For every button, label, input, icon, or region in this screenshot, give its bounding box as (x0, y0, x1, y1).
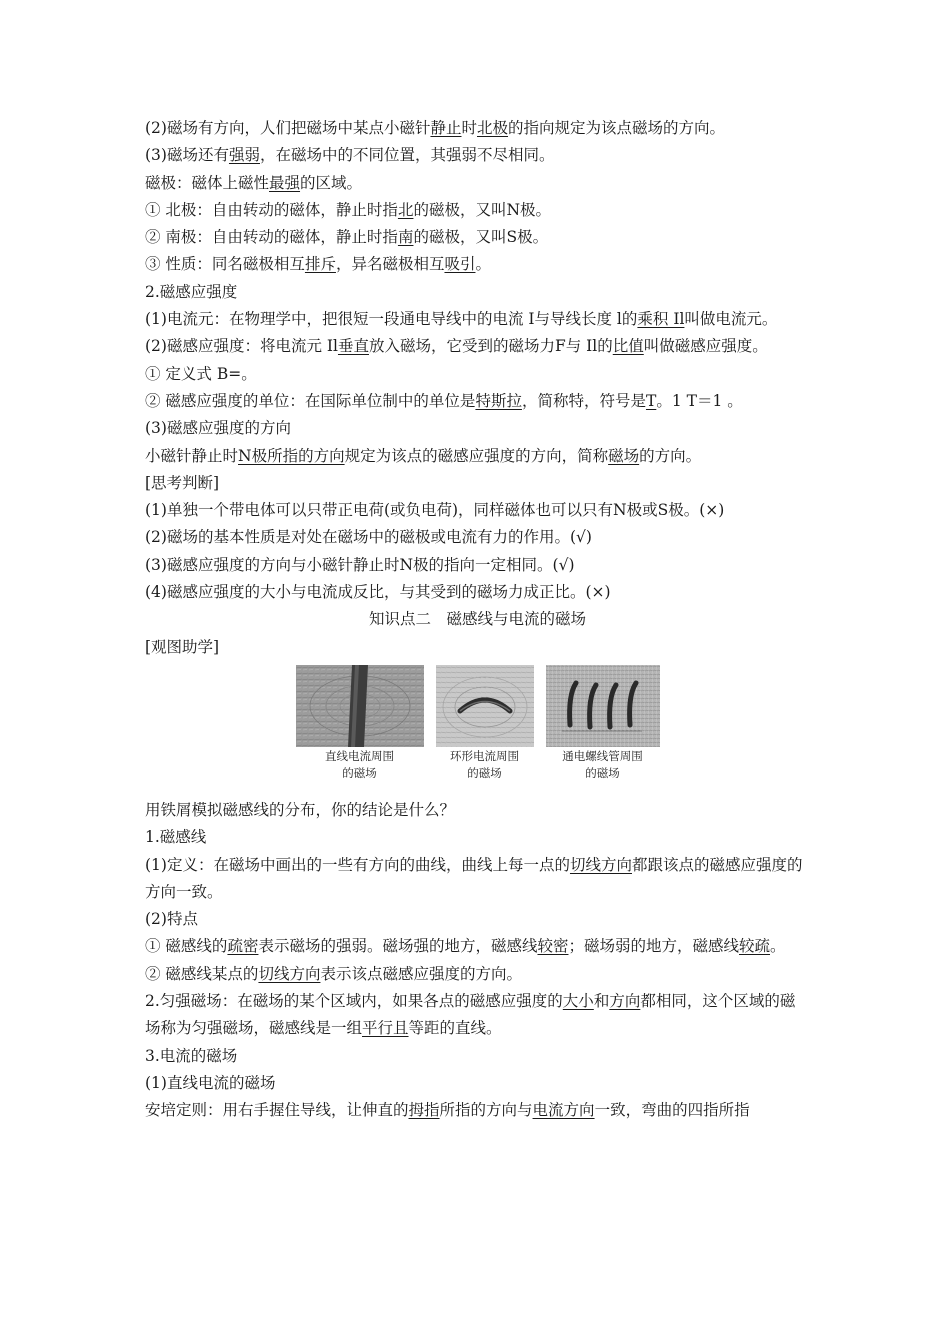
text-segment: ，异名磁极相互 (335, 255, 445, 274)
text-line (145, 497, 810, 524)
text-segment: 的磁极，又叫N极。 (413, 200, 552, 219)
underlined-answer: 吸引 (444, 255, 476, 274)
underlined-answer: 北极 (477, 119, 509, 137)
underlined-answer: 方向 (609, 992, 641, 1011)
underlined-answer: 拇指 (408, 1101, 440, 1120)
underlined-answer: 特斯拉 (475, 391, 522, 410)
text-segment: 表示磁场的强弱。磁场强的地方，磁感线 (258, 937, 538, 956)
text-segment: 2.磁感应强度 (145, 282, 238, 301)
underlined-answer: 南 (397, 228, 414, 247)
figure-solenoid-current (546, 665, 660, 791)
text-segment: 的区域。 (300, 173, 363, 192)
underlined-answer: 切线方向 (258, 964, 321, 983)
document-body (145, 115, 810, 1125)
text-line (145, 1097, 810, 1124)
text-segment: (1)单独一个带电体可以只带正电荷(或负电荷)，同样磁体也可以只有N极或S极。(×) (145, 501, 725, 520)
text-line (145, 988, 810, 1043)
text-segment: (3)磁感应强度的方向 (145, 419, 291, 438)
underlined-answer: 排斥 (304, 255, 336, 274)
text-segment: ② 磁感线某点的 (145, 964, 259, 983)
text-segment: (2)磁感应强度：将电流元 Il (145, 337, 338, 356)
text-segment: 的磁极，又叫S极。 (413, 228, 549, 247)
text-line (145, 142, 810, 169)
underlined-answer: 静止 (430, 119, 462, 137)
figure-caption-line-1: 通电螺线管周围 (562, 748, 643, 763)
underlined-answer: 最强 (269, 173, 301, 192)
text-line (145, 415, 810, 442)
text-line (145, 279, 810, 306)
text-line (145, 388, 810, 415)
text-segment: 。 (770, 937, 786, 956)
underlined-answer: 乘积 Il (637, 310, 685, 329)
text-segment: 的方向。 (639, 446, 702, 465)
text-segment: 规定为该点的磁感应强度的方向，简称 (344, 446, 609, 465)
text-segment: ① 北极：自由转动的磁体，静止时指 (145, 200, 398, 219)
underlined-answer: 电流方向 (532, 1101, 595, 1120)
underlined-answer: 强弱 (228, 146, 260, 165)
text-line (145, 1043, 810, 1070)
underlined-answer: 北 (397, 200, 414, 219)
text-segment: 2.匀强磁场：在磁场的某个区域内，如果各点的磁感应强度的 (145, 992, 563, 1011)
text-segment: (1)定义：在磁场中画出的一些有方向的曲线，曲线上每一点的 (145, 855, 570, 874)
text-segment: 。 (475, 255, 491, 274)
text-line (145, 1070, 810, 1097)
text-segment: (2)特点 (145, 910, 198, 929)
text-segment: 都相同，这个区域的磁场称为匀强磁场，磁感线是一组 (145, 992, 796, 1038)
text-line (145, 115, 810, 142)
text-segment: (2)磁场有方向，人们把磁场中某点小磁针 (145, 119, 431, 137)
text-segment: 磁极：磁体上磁性 (145, 173, 270, 192)
figure-loop-current (436, 665, 534, 791)
underlined-answer: 垂直 (337, 337, 369, 356)
underlined-answer: 较密 (537, 937, 569, 956)
text-segment: 叫做电流元。 (684, 310, 778, 329)
text-segment: ① 磁感线的 (145, 937, 228, 956)
underlined-answer: T (645, 391, 657, 410)
iron-filings-straight-wire-image (296, 665, 424, 747)
figure-header: [观图助学] (145, 637, 220, 656)
text-line (145, 306, 810, 333)
figure-row (145, 665, 810, 791)
underlined-answer: 大小 (562, 992, 594, 1011)
text-line (145, 852, 810, 907)
text-segment: (1)直线电流的磁场 (145, 1073, 276, 1092)
text-segment: ，在磁场中的不同位置，其强弱不尽相同。 (259, 146, 555, 165)
text-line (145, 797, 810, 824)
text-segment: 表示该点磁感应强度的方向。 (320, 964, 522, 983)
text-line (145, 197, 810, 224)
underlined-answer: 较疏 (739, 937, 771, 956)
text-segment: (1)电流元：在物理学中，把很短一段通电导线中的电流 I与导线长度 l的 (145, 310, 638, 329)
text-segment: 。1 T＝1 。 (656, 391, 743, 410)
text-line (145, 579, 810, 606)
underlined-answer: 比值 (612, 337, 644, 356)
text-segment: 都跟该点的磁感应强度的方向一致。 (145, 855, 803, 901)
text-segment: (3)磁场还有 (145, 146, 229, 165)
text-line (145, 361, 810, 388)
figure-caption-line-1: 环形电流周围 (450, 748, 519, 763)
text-line (145, 524, 810, 551)
text-segment: ，简称特，符号是 (521, 391, 646, 410)
paragraph-block-2 (145, 797, 810, 1125)
text-segment: 的指向规定为该点磁场的方向。 (508, 119, 726, 137)
text-line (145, 443, 810, 470)
text-segment: 小磁针静止时 (145, 446, 239, 465)
iron-filings-solenoid-image (546, 665, 660, 747)
text-segment: (3)磁感应强度的方向与小磁针静止时N极的指向一定相同。(√) (145, 555, 575, 574)
text-segment: ③ 性质：同名磁极相互 (145, 255, 305, 274)
text-segment: [思考判断] (145, 473, 220, 492)
text-line (145, 933, 810, 960)
text-segment: 安培定则：用右手握住导线，让伸直的 (145, 1101, 409, 1120)
underlined-answer: 磁场 (608, 446, 640, 465)
figure-straight-current (296, 665, 424, 791)
text-segment: 和 (593, 992, 610, 1011)
paragraph-block-1 (145, 115, 810, 606)
text-line (145, 170, 810, 197)
text-line (145, 470, 810, 497)
underlined-answer: 疏密 (227, 937, 259, 956)
text-segment: 等距的直线。 (408, 1019, 502, 1038)
figure-caption-line-2: 的磁场 (585, 765, 620, 780)
text-line (145, 333, 810, 360)
figure-caption-line-1: 直线电流周围 (325, 748, 394, 763)
text-segment: 一致，弯曲的四指所指 (594, 1101, 750, 1120)
figure-caption-line-2: 的磁场 (342, 765, 377, 780)
text-line (145, 961, 810, 988)
text-line (145, 251, 810, 278)
text-segment: (4)磁感应强度的大小与电流成反比，与其受到的磁场力成正比。(×) (145, 583, 611, 602)
text-line (145, 906, 810, 933)
underlined-answer: N极所指的方向 (238, 446, 345, 465)
text-segment: 用铁屑模拟磁感线的分布，你的结论是什么？ (145, 800, 456, 819)
text-segment: 时 (461, 119, 477, 137)
text-segment: 放入磁场，它受到的磁场力F与 Il的 (368, 337, 613, 356)
figure-caption-line-2: 的磁场 (467, 765, 502, 780)
text-line (145, 224, 810, 251)
text-line (145, 552, 810, 579)
text-segment: 1.磁感线 (145, 828, 207, 847)
text-segment: ① 定义式 B=。 (145, 364, 257, 383)
underlined-answer: 切线方向 (569, 855, 632, 874)
text-segment: ② 磁感应强度的单位：在国际单位制中的单位是 (145, 391, 476, 410)
text-segment: ；磁场弱的地方，磁感线 (568, 937, 739, 956)
iron-filings-loop-image (436, 665, 534, 747)
text-segment: 所指的方向与 (439, 1101, 533, 1120)
text-line (145, 824, 810, 851)
text-segment: (2)磁场的基本性质是对处在磁场中的磁极或电流有力的作用。(√) (145, 528, 592, 547)
text-segment: 叫做磁感应强度。 (643, 337, 768, 356)
text-segment: ② 南极：自由转动的磁体，静止时指 (145, 228, 398, 247)
underlined-answer: 平行且 (362, 1019, 409, 1038)
text-segment: 3.电流的磁场 (145, 1046, 238, 1065)
section-title: 知识点二 磁感线与电流的磁场 (368, 610, 586, 629)
